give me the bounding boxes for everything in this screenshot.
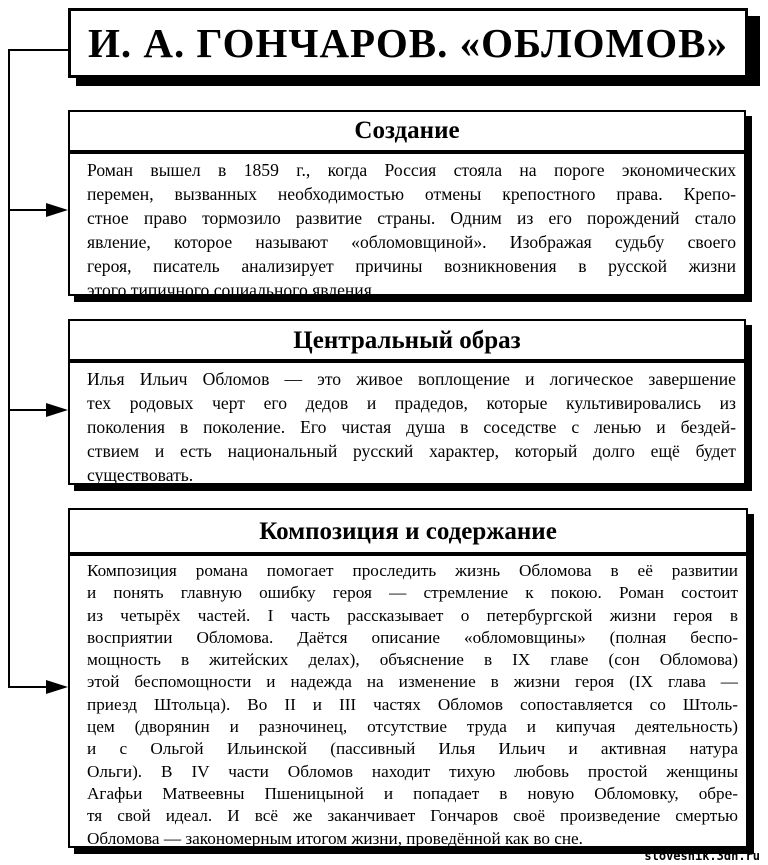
text-line: Илья Ильич Обломов — это живое воплощение и логическое завершение xyxy=(87,369,736,389)
text-line: Агафьи Матвеевны Пшеницыной и попадает в новую Обломовку, обре- xyxy=(87,783,738,803)
text-line: Роман вышел в 1859 г., когда Россия стояла на пороге экономических xyxy=(87,160,736,180)
text-line: из четырёх частей. I часть рассказывает о петербургской жизни героя в xyxy=(87,605,738,625)
connector-title-line xyxy=(8,49,70,51)
connector-line-composition xyxy=(8,686,48,688)
connector-line-central xyxy=(8,409,48,411)
title-box xyxy=(68,8,748,78)
text-line: и с Ольгой Ильинской (пассивный Илья Ильич и активная натура xyxy=(87,739,738,759)
section-body-central xyxy=(68,361,746,485)
text-line: приезд Штольца). Во II и III частях Обломов сопоставляется со Штоль- xyxy=(87,694,738,714)
section-body-creation xyxy=(68,152,746,300)
arrow-right-icon xyxy=(46,203,68,217)
connector-vertical-line xyxy=(8,49,10,687)
arrow-right-icon xyxy=(46,680,68,694)
text-line: Композиция романа помогает проследить жизнь Обломова в её развитии xyxy=(87,561,738,580)
section-header-creation xyxy=(68,110,746,152)
text-line: перемен, вызванных необходимостью отмены крепостного права. Крепо- xyxy=(87,184,736,204)
section-header-central xyxy=(68,319,746,361)
text-line: Ольги). В IV части Обломов находит тихую любовь простой женщины xyxy=(87,761,738,781)
text-line: и понять главную ошибку героя — стремление к покою. Роман состоит xyxy=(87,583,738,603)
text-line: тех родовых черт его дедов и прадедов, которые культивировались из xyxy=(87,393,736,413)
text-line: восприятии Обломова. Даётся описание «обломовщины» (полная беспо- xyxy=(87,627,738,647)
section-body-composition xyxy=(68,554,748,848)
page-title: И. А. ГОНЧАРОВ. «ОБЛОМОВ» xyxy=(88,20,728,66)
text-line: поколения в поколение. Его чистая душа в соседстве с ленью и бездей- xyxy=(87,417,736,437)
text-line: героя, писатель анализирует причины возникновения в русской жизни xyxy=(87,256,736,276)
arrow-right-icon xyxy=(46,403,68,417)
watermark: slovesnik.3dn.ru xyxy=(644,849,760,863)
text-line: мощность в житейских делах), объяснение в IX главе (сон Обломова) xyxy=(87,650,738,670)
text-line: этого типичного социального явления. xyxy=(87,280,377,300)
text-line: тя свой идеал. И всё же заканчивает Гончаров своё произведение смертью xyxy=(87,806,738,826)
section-heading: Композиция и содержание xyxy=(259,518,557,545)
text-line: цем (дворянин и разночинец, отсутствие труда и кипучая деятельность) xyxy=(87,717,738,737)
text-line: ствием и есть национальный русский характер, который долго ещё будет xyxy=(87,441,736,461)
section-heading: Создание xyxy=(354,117,460,144)
text-line: явление, которое называют «обломовщиной». Изображая судьбу своего xyxy=(87,232,736,252)
text-line: стное право тормозило развитие страны. Одним из его порождений стало xyxy=(87,208,736,228)
text-line: Обломова — закономерным итогом жизни, проведённой как во сне. xyxy=(87,828,583,848)
section-header-composition xyxy=(68,508,748,554)
connector-line-creation xyxy=(8,209,48,211)
text-line: этой беспомощности и надежда на изменение в жизни героя (IX глава — xyxy=(87,672,738,692)
section-heading: Центральный образ xyxy=(293,327,521,354)
text-line: существовать. xyxy=(87,465,194,485)
